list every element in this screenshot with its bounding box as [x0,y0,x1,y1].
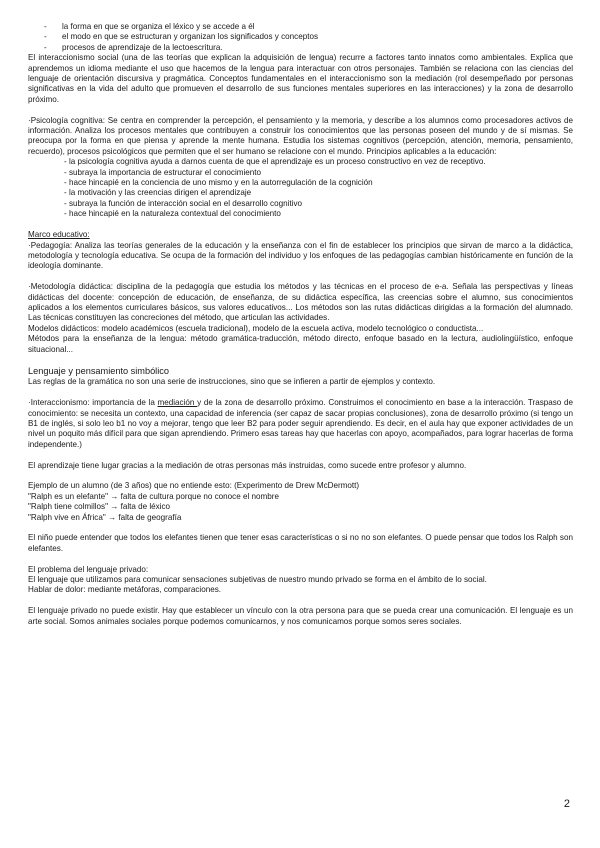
paragraph-metodologia: ·Metodología didáctica: disciplina de la pedagogía que estudia los métodos y las técnicas en el proceso de e-a. Señala las perspectivas y líneas didácticas del docente: concepción de educación, de enseñanza, de su didáctica específica, las creencias sobre el alumno, sus conocimientos aplicados a los elementos curriculares básicos, sus valores educativos... Los métodos son las rutas didácticas dirigidas a la formación del alumnado. Las técnicas constituyen las concreciones del método, que articulan las actividades. [28,282,573,323]
psicologia-list [28,157,573,219]
paragraph-ejemplo: Ejemplo de un alumno (de 3 años) que no entiende esto: (Experimento de Drew McDermott) [28,481,360,491]
list-item: - hace hincapié en la naturaleza contextual del conocimiento [64,209,281,219]
list-item: - subraya la importancia de estructurar el conocimiento [64,167,262,177]
list-item: - la psicología cognitiva ayuda a darnos cuenta de que el aprendizaje es un proceso constructivo en vez de receptivo. [64,157,486,167]
top-bullet-list [28,22,573,53]
list-item: - subraya la función de interacción social en el desarrollo cognitivo [64,198,302,208]
page-number: 2 [563,798,570,810]
paragraph-modelos: Modelos didácticos: modelo académicos (escuela tradicional), modelo de la escuela activa, modelo tecnológico o conductista... [28,323,484,333]
paragraph-nino: El niño puede entender que todos los elefantes tienen que tener esas características o si no no son elefantes. O puede pensar que todos los Ralph son elefantes. [28,533,573,553]
list-item: - hace hincapié en la conciencia de uno mismo y en la autorregulación de la cognición [64,178,373,188]
section-title-marco-educativo: Marco educativo: [28,230,90,240]
ralph-line: "Ralph tiene colmillos" → falta de léxico [28,502,171,512]
list-item: - la forma en que se organiza el léxico y se accede a él [44,22,255,31]
ralph-line: "Ralph es un elefante" → falta de cultura porque no conoce el nombre [28,491,279,501]
list-item: - el modo en que se estructuran y organizan los significados y conceptos [44,32,319,42]
heading-lenguaje-pensamiento: Lenguaje y pensamiento simbólico [28,366,169,377]
paragraph-reglas: Las reglas de la gramática no son una serie de instrucciones, sino que se infieren a partir de ejemplos y contexto. [28,377,436,387]
list-item: - la motivación y las creencias dirigen el aprendizaje [64,188,252,198]
paragraph-dolor: Hablar de dolor: mediante metáforas, comparaciones. [28,585,222,595]
paragraph-psicologia-cognitiva: ·Psicología cognitiva: Se centra en comprender la percepción, el pensamiento y la memoria, y describe a los alumnos como procesadores activos de información. Analiza los procesos mentales que contribuyen a construir los conocimientos que las personas poseen del mundo y de sí mismas. Se preocupa por la forma en que piensa y aprende la mente humana. Estudia los sistemas cognitivos (percepción, atención, memoria, pensamiento, recuerdo), procesos psicológicos que permiten que el ser humano se relacione con el mundo. Principios aplicables a la educación: [28,115,573,156]
paragraph-lenguaje-privado: El lenguaje privado no puede existir. Hay que establecer un vínculo con la otra persona para que se pueda crear una comunicación. El lenguaje es un arte social. Somos animales sociales porque podemos comunicarnos, y nos comunicamos porque somos seres sociales. [28,606,573,626]
heading-lenguaje-privado: El problema del lenguaje privado: [28,564,149,574]
paragraph-metodos: Métodos para la enseñanza de la lengua: método gramática-traducción, método directo, enfoque basado en la lectura, audiolingüístico, enfoque situacional... [28,334,573,354]
paragraph-interaccionismo-mediacion: ·Interaccionismo: importancia de la mediación y de la zona de desarrollo próximo. Construimos el conocimiento en base a la interacción. Traspaso de conocimiento: se necesita un contexto, una capacidad de inferencia (ser capaz de sacar propias conclusiones), zona de desarrollo próximo (si tengo un B1 de inglés, si solo leo b1 no voy a mejorar, tengo que leer B2 para poder seguir aprendiendo. Es decir, en el aula hay que exponer actividades de un nivel un poquito más difícil para que sigan aprendiendo. Primero esas tareas hay que hacerlas con apoyo, acompañados, para lograr hacerlas de forma independente.) [28,398,573,449]
paragraph-interaccionismo-social: El interaccionismo social (una de las teorías que explican la adquisición de lengua) recurre a factores tanto innatos como ambientales. Explica que aprendemos un idioma mediante el uso que hacemos de la lengua para interactuar con otros personajes. También se relaciona con las ciencias del lenguaje de orientación discursiva y pragmática. Conceptos fundamentales en el interaccionismo son la mediación (rol desempeñado por personas significativas en la vida del adulto que promueven el desarrollo de sus funciones mentales superiores en las interacciones) y la zona de desarrollo próximo. [28,53,573,104]
list-item: - procesos de aprendizaje de la lectoescritura. [44,42,223,52]
paragraph-pedagogia: ·Pedagogía: Analiza las teorías generales de la educación y la enseñanza con el fin de establecer los principios que sirvan de marco a la didáctica, metodología y tecnología educativa. Se ocupa de la formación del individuo y los enfoques de las pedagogías cambian históricamente en función de la ideología dominante. [28,240,573,271]
ralph-line: "Ralph vive en África" → falta de geografía [28,512,182,522]
mediacion-term: mediación [157,398,198,408]
paragraph-problema: El lenguaje que utilizamos para comunicar sensaciones subjetivas de nuestro mundo privado se forma en el ámbito de lo social. [28,574,487,584]
paragraph-aprendizaje: El aprendizaje tiene lugar gracias a la mediación de otras personas más instruidas, como sucede entre profesor y alumno. [28,460,467,470]
document-page [28,22,573,627]
